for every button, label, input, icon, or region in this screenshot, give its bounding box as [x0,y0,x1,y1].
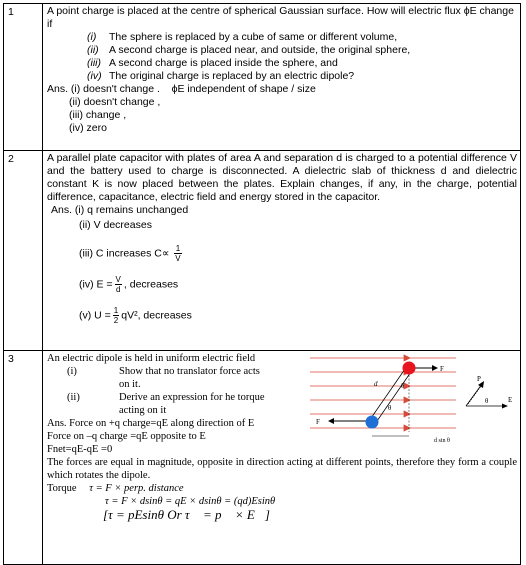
option-item: (iii) A second charge is placed inside the sphere, and [87,57,338,69]
answer-line: (iv) zero [69,122,107,134]
e-label: E [508,396,513,404]
question-text: An electric dipole is held in uniform electric field [47,353,256,364]
force-arrow-right-head [432,365,438,371]
p-label: P [477,375,481,383]
fraction: $\frac{1}{V}$ [175,244,181,263]
question-cell [43,151,521,351]
option-item: (i) Show that no translator force acts on it. [67,366,260,390]
option-item: (ii) Derive an expression for he torque acting on it [67,392,265,416]
question-number: 2 [4,151,43,351]
dipole-moment-axes [458,374,518,414]
dsin-label: d sin θ [434,438,450,444]
answer-line: (iii) change , [69,109,127,121]
question-number: 1 [4,4,43,151]
fraction: $\frac{1}{2}$ [113,306,119,325]
answer-line: Fnet=qE-qE =0 [47,444,113,455]
answer-line: (iv) E = $\frac{V}{d}$ , decreases [79,275,179,294]
question-row-1 [4,4,521,151]
qa-table [3,3,521,565]
question-number: 3 [4,351,43,565]
answer-line: Ans. Force on +q charge=qE along direction of E [47,418,255,429]
answer-line: (v) U = $\frac{1}{2}$ qV², decreases [79,306,192,325]
option-item: (i) The sphere is replaced by a cube of same or different volume, [87,31,398,43]
theta-axes-label: θ [485,397,489,405]
answer-line: (ii) doesn't change , [69,96,161,108]
negative-charge [366,416,379,429]
torque-line: τ = F × dsinθ = qE × dsinθ = (qd)Esinθ [105,496,276,507]
e-arrow-head [502,404,508,409]
answer-line: (iii) C increases C∝ $\frac{1}{V}$ [79,244,181,263]
torque-line: [τ = pEsinθ Or τ⃗ = p⃗ × E⃗] [103,507,270,522]
answer-line: Force on –q charge =qE opposite to E [47,431,206,442]
positive-charge [403,362,416,375]
answer-line: (ii) V decreases [79,219,152,231]
answer-line: Ans. (i) q remains unchanged [51,204,189,216]
question-cell [43,4,521,151]
theta-bottom-label: θ [388,404,392,412]
question-text: A parallel plate capacitor with plates of area A and separation d is charged to a potential difference V and the battery used to charge is disconnected. A dielectric slab of thickness d and dielectric constant K is now placed between the plates. Explain changes, if any, in the charge, potential difference, capacitance, electric field and energy stored in the capacitor. [47,152,517,203]
answer-line: Ans. (i) doesn't change . ϕE independent of shape / size [47,83,316,95]
fraction: $\frac{V}{d}$ [115,275,121,294]
force-arrow-left-head [328,418,334,424]
question-row-2 [4,151,521,351]
question-text: A point charge is placed at the centre of spherical Gaussian surface. How will electric flux ϕE change if [47,5,514,30]
force-label-right: F [440,365,444,373]
option-item: (iv) The original charge is replaced by an electric dipole? [87,70,355,82]
torque-line: Torque τ = F × perp. distance [47,483,184,494]
option-item: (ii) A second charge is placed near, and outside, the original sphere, [87,44,411,56]
option-list [47,31,517,83]
d-label: d [374,380,378,388]
force-label-left: F [316,418,320,426]
answer-line: The forces are equal in magnitude, opposite in direction acting at different points, therefore they form a couple which rotates the dipole. [47,457,517,481]
theta-top-label: θ [401,382,405,390]
